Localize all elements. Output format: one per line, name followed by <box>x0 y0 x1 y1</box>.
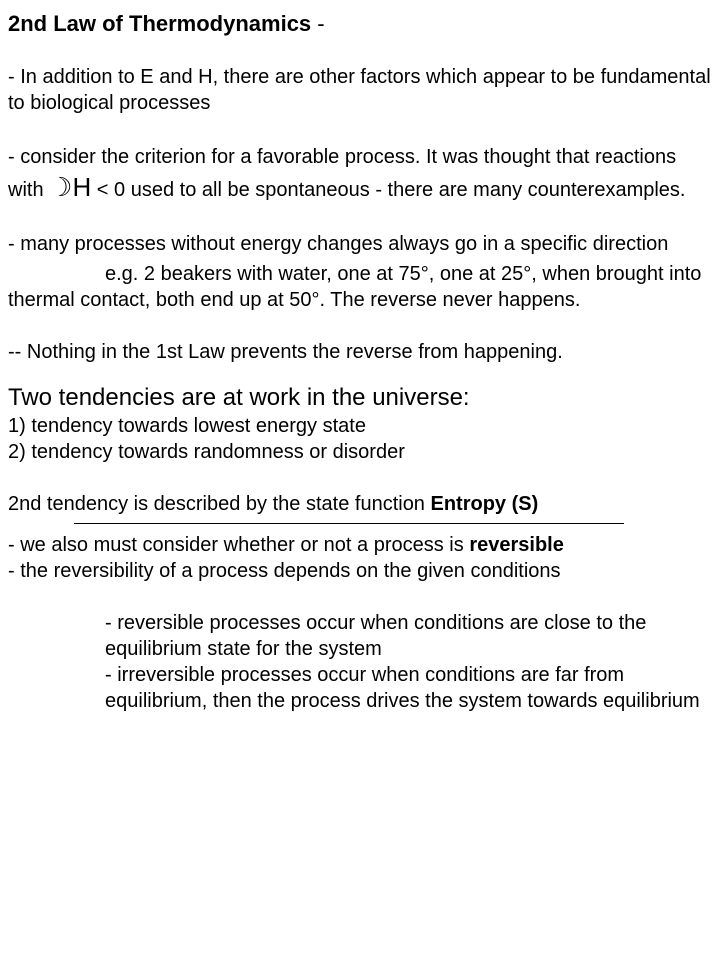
enthalpy-symbol: H <box>72 172 92 202</box>
page-title <box>8 10 712 38</box>
paragraph-factors: - In addition to E and H, there are other factors which appear to be fundamental to biological processes <box>8 66 711 114</box>
reversibility-conditions: - the reversibility of a process depends on the given conditions <box>8 560 561 582</box>
document-page <box>8 10 712 960</box>
entropy-line <box>8 491 712 517</box>
reversible-prefix: - we also must consider whether or not a process is <box>8 534 464 556</box>
reversible-line <box>8 532 712 558</box>
entropy-term: Entropy (S) <box>430 493 539 515</box>
reversible-term: reversible <box>469 534 564 556</box>
title-text: 2nd Law of Thermodynamics <box>8 11 312 36</box>
reversible-bullet: - reversible processes occur when conditions are close to the equilibrium state for the system <box>105 612 647 660</box>
paragraph-direction: - many processes without energy changes always go in a specific direction <box>8 233 669 255</box>
paragraph-example <box>8 261 712 313</box>
entropy-prefix: 2nd tendency is described by the state function <box>8 493 425 515</box>
delta-symbol: ☽ <box>49 172 73 202</box>
title-dash: - <box>317 11 325 36</box>
tendencies-heading: Two tendencies are at work in the universe: <box>8 384 470 411</box>
divider-line <box>74 523 624 524</box>
irreversible-bullet: - irreversible processes occur when conditions are far from equilibrium, then the process drives the system towards equilibrium <box>105 664 700 712</box>
tendency-one: 1) tendency towards lowest energy state <box>8 415 366 437</box>
example-text: e.g. 2 beakers with water, one at 75°, one at 25°, when brought into thermal contact, both end up at 50°. The reverse never happens. <box>8 263 702 311</box>
paragraph-first-law: -- Nothing in the 1st Law prevents the reverse from happening. <box>8 341 563 363</box>
tendency-two: 2) tendency towards randomness or disorder <box>8 441 405 463</box>
paragraph-criterion <box>8 142 712 205</box>
criterion-text-end: < 0 used to all be spontaneous - there are many counterexamples. <box>96 179 686 201</box>
criterion-text-start: - consider the criterion for a favorable process. It was thought that reactions with <box>8 146 677 201</box>
